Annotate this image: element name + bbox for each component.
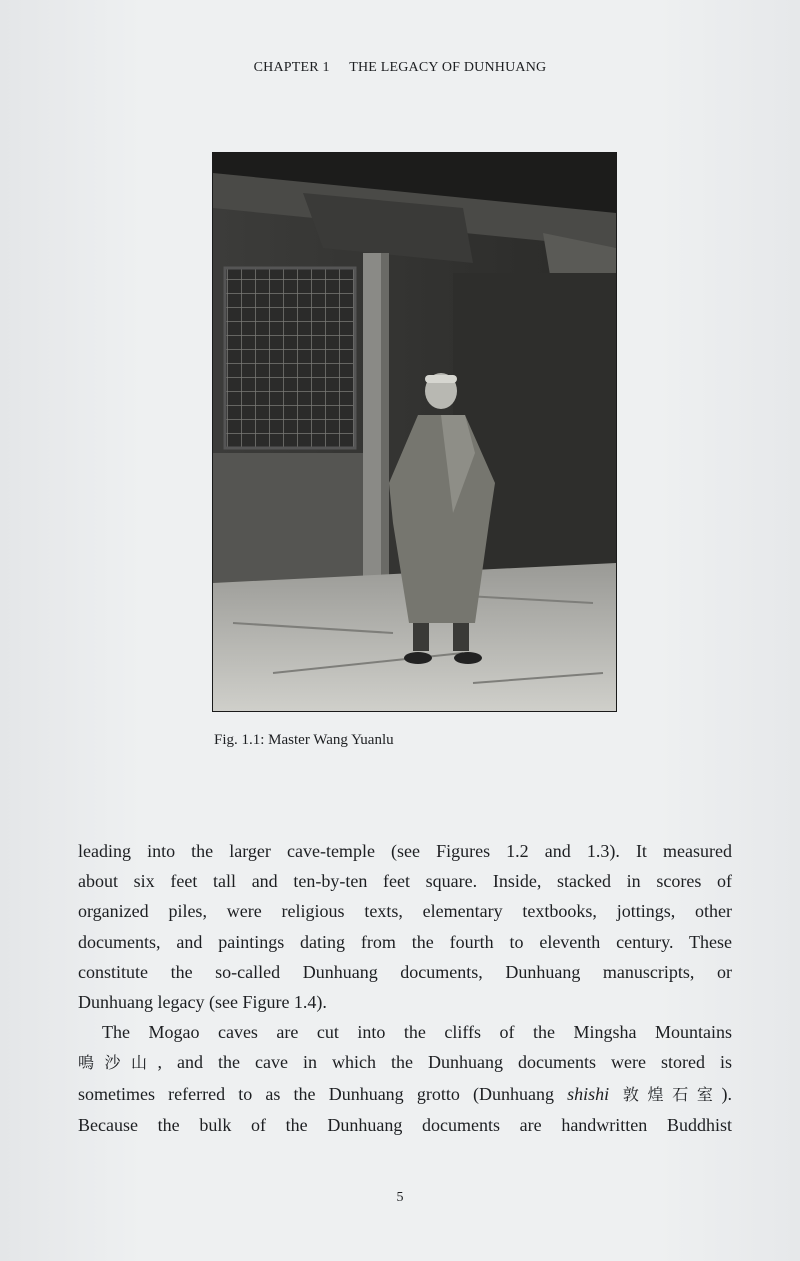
text-line: Dunhuang legacy (see Figure 1.4). — [78, 992, 327, 1013]
text-line — [78, 1079, 732, 1110]
text-run: ). — [721, 1083, 732, 1104]
running-head — [0, 60, 800, 76]
text-run: sometimes referred to as the Dunhuang grotto (Dunhuang — [78, 1083, 568, 1104]
body-text — [78, 836, 732, 1140]
text-line: organized piles, were religious texts, elementary textbooks, jottings, other — [78, 901, 732, 922]
text-line: Because the bulk of the Dunhuang documents are handwritten Buddhist — [78, 1114, 732, 1135]
text-line: constitute the so-called Dunhuang documents, Dunhuang manuscripts, or — [78, 961, 732, 982]
figure-caption: Fig. 1.1: Master Wang Yuanlu — [214, 732, 394, 748]
paragraph-1 — [78, 836, 732, 1017]
text-line — [78, 1047, 732, 1078]
chapter-title: THE LEGACY OF DUNHUANG — [349, 60, 547, 75]
figure-photo-master-wang — [213, 153, 616, 711]
text-line: The Mogao caves are cut into the cliffs of the Mingsha Mountains — [102, 1022, 732, 1043]
text-line: documents, and paintings dating from the fourth to eleventh century. These — [78, 931, 732, 952]
page-number: 5 — [396, 1190, 404, 1205]
italic-term: shishi — [567, 1083, 610, 1104]
text-line: leading into the larger cave-temple (see Figures 1.2 and 1.3). It measured — [78, 841, 732, 861]
text-line: about six feet tall and ten-by-ten feet square. Inside, stacked in scores of — [78, 871, 732, 892]
cjk-text: 鳴沙山 — [78, 1053, 158, 1073]
cjk-text: 敦煌石室 — [609, 1084, 722, 1104]
photo-illustration — [213, 153, 616, 711]
paragraph-2 — [78, 1017, 732, 1140]
chapter-number: CHAPTER 1 — [253, 60, 330, 75]
text-run: , and the cave in which the Dunhuang documents were stored is — [157, 1052, 732, 1073]
